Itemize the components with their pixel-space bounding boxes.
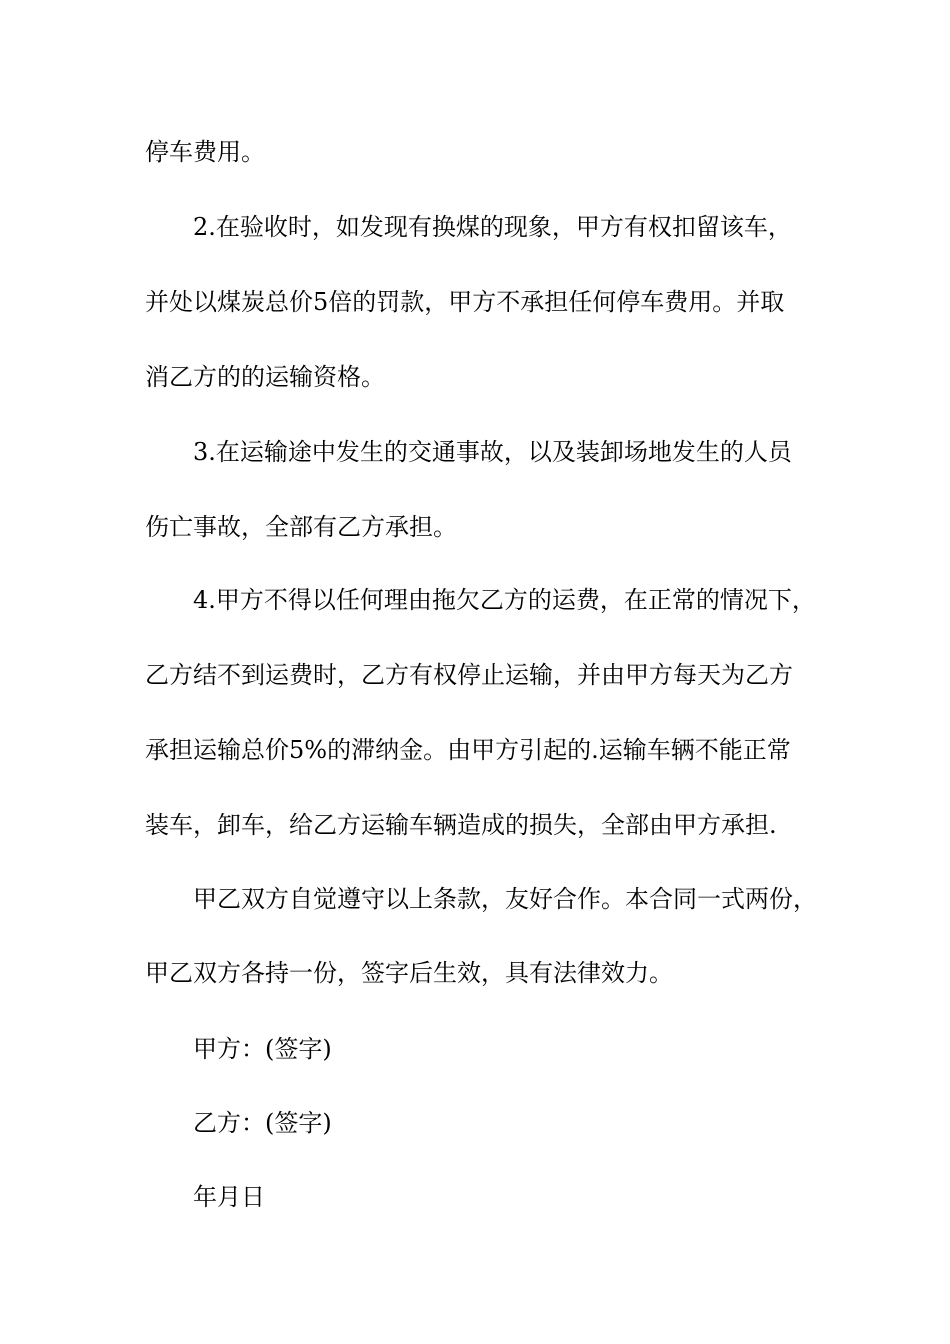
text-line: 乙方结不到运费时，乙方有权停止运输，并由甲方每天为乙方 (145, 661, 793, 689)
text-line: 甲乙双方自觉遵守以上条款，友好合作。本合同一式两份， (193, 885, 817, 913)
date-line: 年月日 (193, 1183, 265, 1211)
text-line: 2.在验收时，如发现有换煤的现象，甲方有权扣留该车， (193, 213, 792, 241)
party-a-signature: 甲方：(签字) (193, 1035, 332, 1063)
text-line: 消乙方的的运输资格。 (145, 363, 385, 391)
text-line: 3.在运输途中发生的交通事故，以及装卸场地发生的人员 (193, 438, 792, 466)
text-line: 甲乙双方各持一份，签字后生效，具有法律效力。 (145, 959, 673, 987)
text-line: 并处以煤炭总价5倍的罚款，甲方不承担任何停车费用。并取 (145, 288, 785, 316)
text-line: 承担运输总价5%的滞纳金。由甲方引起的.运输车辆不能正常 (145, 736, 791, 764)
text-line: 4.甲方不得以任何理由拖欠乙方的运费，在正常的情况下， (193, 586, 816, 614)
text-line: 装车，卸车，给乙方运输车辆造成的损失，全部由甲方承担. (145, 811, 777, 839)
party-b-signature: 乙方：(签字) (193, 1109, 332, 1137)
text-line: 伤亡事故，全部有乙方承担。 (145, 513, 457, 541)
text-line: 停车费用。 (145, 138, 265, 166)
